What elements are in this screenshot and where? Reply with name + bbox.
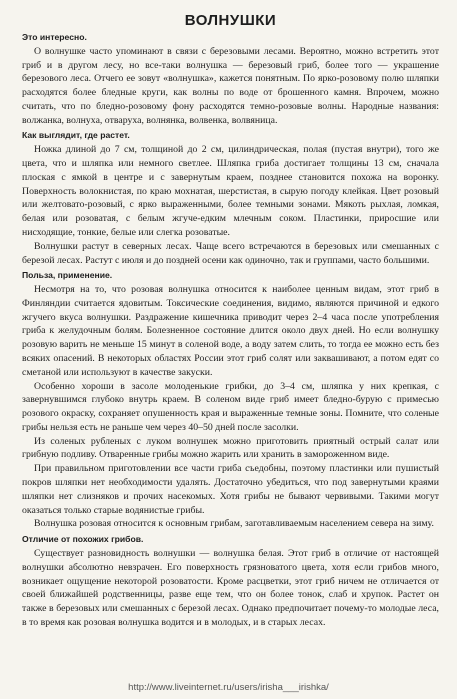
section-heading: Как выглядит, где растет. xyxy=(22,130,130,141)
section-similar xyxy=(22,533,439,629)
source-url-watermark: http://www.liveinternet.ru/users/irisha___irishka/ xyxy=(128,682,329,693)
section-interesting xyxy=(22,31,439,127)
paragraph: Ножка длиной до 7 см, толщиной до 2 см, цилиндрическая, полая (пустая внутри), того же цвета, что и шляпка или немного светлее. Шляпка гриба достигает толщины 13 см, сначала плоская с ямкой в центре и с завернутым краем, позднее становится похожа на воронку. Поверхность волокнистая, по краю мохнатая, шерстистая, в сырую погоду клейкая. Цвет розовый или желтовато-розовый, с ярко выраженными, более темными зонами. Мякоть рыхлая, ломкая, белая или розоватая, с белым жгуче-едким млечным соком. Пластинки, приросшие или нисходящие, тонкие, белые или слегка розоватые. xyxy=(22,144,439,238)
section-heading: Польза, применение. xyxy=(22,270,113,281)
paragraph: Особенно хороши в засоле молоденькие грибки, до 3–4 см, шляпка у них крепкая, с завернувшимся глубоко внутрь краем. В соленом виде гриб имеет бледно-бурую с примесью розового окраску, сохраняет опушенность края и выраженные темные зоны. Помните, что соленые грибы нельзя есть не раньше чем через 40–50 дней после засолки. xyxy=(22,380,439,433)
section-heading: Это интересно. xyxy=(22,32,87,42)
section-usage xyxy=(22,269,439,531)
paragraph: При правильном приготовлении все части гриба съедобны, поэтому пластинки или пушистый покров шляпки нет необходимости удалять. Достаточно убедиться, что под завернутыми краями шляпки нет слизняков и прочих насекомых. Хотя грибы не бывают червивыми. Такими могут оказаться только старые водянистые грибы. xyxy=(22,463,439,516)
paragraph: О волнушке часто упоминают в связи с березовыми лесами. Вероятно, можно встретить этот гриб и в другом лесу, но все-таки волнушка — березовый гриб, более того — украшение березового леса. Отчего ее зовут «волнушка», кажется понятным. По ярко-розовому полю шляпки расходятся более бледные круги, как волны по воде от брошенного камня. Впрочем, можно считать, что по бледно-розовому фону расходятся темно-розовые волны. Народные названия: волжанка, волнуха, отваруха, волнянка, волвенка, волвяница. xyxy=(22,45,439,126)
paragraph: Волнушки растут в северных лесах. Чаще всего встречаются в березовых или смешанных с березой лесах. Растут с июля и до поздней осени как одиночно, так и группами, часто большими. xyxy=(22,240,439,266)
section-appearance xyxy=(22,129,439,267)
page-title: ВОЛНУШКИ xyxy=(184,12,277,29)
paragraph: Волнушка розовая относится к основным грибам, заготавливаемым населением севера на зиму. xyxy=(34,518,434,530)
paragraph: Несмотря на то, что розовая волнушка относится к наиболее ценным видам, этот гриб в Финляндии считается ядовитым. Токсические соединения, видимо, являются причиной и едкого жгучего вкуса волнушки. Раздражение кишечника приводит через 2–4 часа после употребления гриба к желудочным болям. Болезненное состояние длится около двух дней. Но если волнушку розовую варить не меньше 15 минут в соленой воде, а воду затем слить, то тогда ее можно есть без всяких опасений. В некоторых областях России этот гриб солят или заквашивают, а потом едят со сметаной или используют в качестве закуски. xyxy=(22,284,439,378)
section-heading: Отличие от похожих грибов. xyxy=(22,534,144,545)
paragraph: Существует разновидность волнушки — волнушка белая. Этот гриб в отличие от настоящей волнушки абсолютно невзрачен. Его поверхность грязноватого цвета, хотя если грибов много, возникает ощущение некоторой розоватости. Кроме расцветки, этот гриб ничем не отличается от своей ближайшей родственницы, разве еще тем, что он более тонок, слаб и хрупок. Растет он также в березовых или смешанных с березой лесах. Однако предпочитает почему-то молодые леса, в то время как розовая волнушка водится и в молодых, и в старых лесах. xyxy=(22,547,439,628)
paragraph: Из соленых рубленых с луком волнушек можно приготовить приятный острый салат или грибную подливу. Отваренные грибы можно жарить или хранить в замороженном виде. xyxy=(22,435,439,461)
